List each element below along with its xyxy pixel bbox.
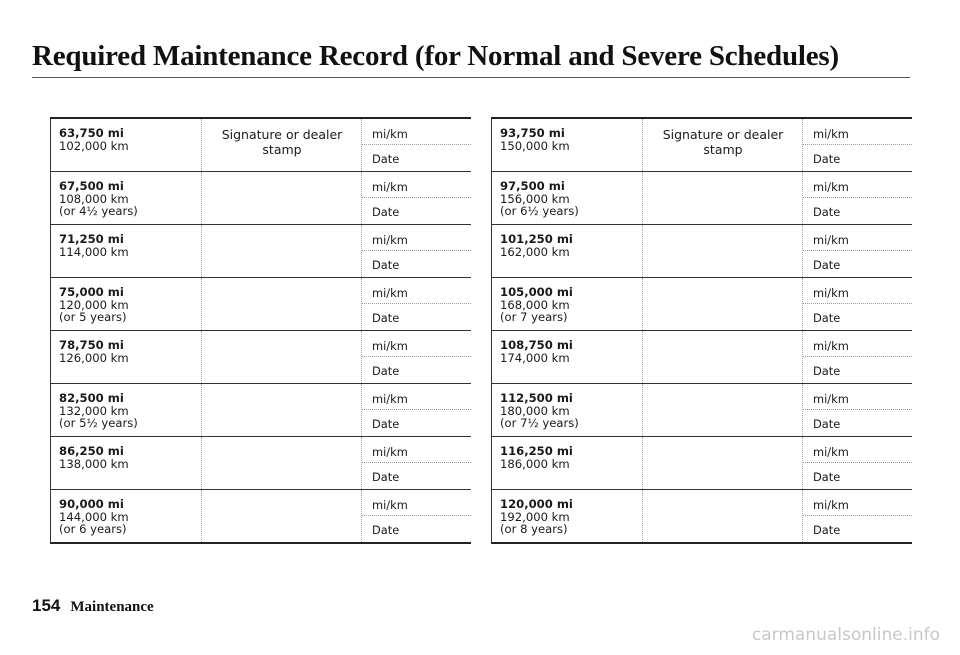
signature-cell[interactable] bbox=[642, 119, 803, 171]
interval-years: (or 6 years) bbox=[59, 522, 127, 536]
signature-cell[interactable] bbox=[201, 278, 362, 330]
entry-cell bbox=[361, 119, 471, 171]
mileage-label: mi/km bbox=[372, 180, 408, 194]
interval-miles: 101,250 mi bbox=[500, 232, 573, 246]
interval-cell bbox=[59, 180, 197, 218]
interval-years: (or 8 years) bbox=[500, 522, 568, 536]
record-row bbox=[51, 119, 471, 172]
signature-cell[interactable] bbox=[642, 172, 803, 224]
interval-kilometers: 192,000 km bbox=[500, 509, 570, 524]
mileage-entry-field[interactable] bbox=[362, 278, 471, 304]
date-label: Date bbox=[813, 470, 841, 484]
left-record-table bbox=[50, 117, 471, 544]
entry-cell bbox=[361, 278, 471, 330]
mileage-entry-field[interactable] bbox=[803, 278, 912, 304]
record-row bbox=[51, 437, 471, 490]
interval-cell bbox=[500, 445, 638, 470]
interval-kilometers: 144,000 km bbox=[59, 509, 129, 524]
entry-cell bbox=[361, 225, 471, 277]
entry-cell bbox=[361, 490, 471, 542]
mileage-label: mi/km bbox=[372, 286, 408, 300]
interval-miles: 105,000 mi bbox=[500, 285, 573, 299]
interval-cell bbox=[500, 180, 638, 218]
record-row bbox=[51, 384, 471, 437]
interval-kilometers: 186,000 km bbox=[500, 456, 570, 471]
date-entry-field[interactable] bbox=[362, 197, 471, 224]
date-entry-field[interactable] bbox=[362, 515, 471, 542]
interval-cell bbox=[500, 286, 638, 324]
date-label: Date bbox=[372, 470, 400, 484]
signature-cell[interactable] bbox=[201, 490, 362, 542]
signature-cell[interactable] bbox=[201, 384, 362, 436]
interval-miles: 116,250 mi bbox=[500, 444, 573, 458]
record-row bbox=[492, 119, 912, 172]
interval-cell bbox=[500, 233, 638, 258]
signature-cell[interactable] bbox=[642, 437, 803, 489]
mileage-label: mi/km bbox=[813, 339, 849, 353]
interval-years: (or 5 years) bbox=[59, 310, 127, 324]
interval-miles: 120,000 mi bbox=[500, 497, 573, 511]
interval-cell bbox=[59, 286, 197, 324]
entry-cell bbox=[802, 490, 912, 542]
interval-miles: 71,250 mi bbox=[59, 232, 124, 246]
mileage-entry-field[interactable] bbox=[803, 384, 912, 410]
date-label: Date bbox=[813, 523, 841, 537]
entry-cell bbox=[802, 172, 912, 224]
interval-miles: 78,750 mi bbox=[59, 338, 124, 352]
signature-cell[interactable] bbox=[201, 119, 362, 171]
mileage-label: mi/km bbox=[372, 445, 408, 459]
mileage-entry-field[interactable] bbox=[362, 384, 471, 410]
mileage-label: mi/km bbox=[813, 127, 849, 141]
signature-header: Signature or dealer stamp bbox=[221, 127, 343, 157]
interval-cell bbox=[59, 392, 197, 430]
mileage-entry-field[interactable] bbox=[803, 119, 912, 145]
interval-years: (or 7½ years) bbox=[500, 416, 579, 430]
record-row bbox=[492, 225, 912, 278]
record-row bbox=[492, 490, 912, 542]
mileage-entry-field[interactable] bbox=[362, 490, 471, 516]
interval-kilometers: 168,000 km bbox=[500, 297, 570, 312]
record-row bbox=[51, 225, 471, 278]
interval-kilometers: 150,000 km bbox=[500, 138, 570, 153]
record-row bbox=[492, 331, 912, 384]
signature-cell[interactable] bbox=[201, 437, 362, 489]
mileage-label: mi/km bbox=[813, 392, 849, 406]
record-row bbox=[51, 172, 471, 225]
interval-kilometers: 126,000 km bbox=[59, 350, 129, 365]
signature-cell[interactable] bbox=[642, 278, 803, 330]
mileage-entry-field[interactable] bbox=[803, 172, 912, 198]
signature-cell[interactable] bbox=[201, 172, 362, 224]
interval-miles: 86,250 mi bbox=[59, 444, 124, 458]
interval-cell bbox=[59, 498, 197, 536]
mileage-entry-field[interactable] bbox=[362, 172, 471, 198]
signature-cell[interactable] bbox=[201, 225, 362, 277]
signature-header: Signature or dealer stamp bbox=[662, 127, 784, 157]
entry-cell bbox=[361, 437, 471, 489]
date-label: Date bbox=[813, 205, 841, 219]
record-row bbox=[492, 278, 912, 331]
date-label: Date bbox=[372, 258, 400, 272]
entry-cell bbox=[361, 384, 471, 436]
date-label: Date bbox=[813, 417, 841, 431]
date-entry-field[interactable] bbox=[803, 197, 912, 224]
mileage-entry-field[interactable] bbox=[362, 437, 471, 463]
interval-kilometers: 102,000 km bbox=[59, 138, 129, 153]
date-entry-field[interactable] bbox=[362, 144, 471, 171]
interval-miles: 90,000 mi bbox=[59, 497, 124, 511]
interval-cell bbox=[59, 127, 197, 152]
signature-cell[interactable] bbox=[642, 490, 803, 542]
mileage-label: mi/km bbox=[813, 286, 849, 300]
mileage-entry-field[interactable] bbox=[362, 225, 471, 251]
mileage-label: mi/km bbox=[813, 180, 849, 194]
interval-miles: 82,500 mi bbox=[59, 391, 124, 405]
interval-miles: 67,500 mi bbox=[59, 179, 124, 193]
mileage-entry-field[interactable] bbox=[362, 119, 471, 145]
date-entry-field[interactable] bbox=[803, 250, 912, 277]
entry-cell bbox=[802, 384, 912, 436]
mileage-entry-field[interactable] bbox=[362, 331, 471, 357]
interval-kilometers: 138,000 km bbox=[59, 456, 129, 471]
mileage-label: mi/km bbox=[813, 498, 849, 512]
date-entry-field[interactable] bbox=[362, 409, 471, 436]
entry-cell bbox=[802, 278, 912, 330]
interval-cell bbox=[59, 233, 197, 258]
date-label: Date bbox=[372, 364, 400, 378]
signature-cell[interactable] bbox=[642, 331, 803, 383]
date-label: Date bbox=[372, 417, 400, 431]
mileage-entry-field[interactable] bbox=[803, 490, 912, 516]
interval-years: (or 7 years) bbox=[500, 310, 568, 324]
mileage-label: mi/km bbox=[372, 233, 408, 247]
date-label: Date bbox=[372, 152, 400, 166]
mileage-label: mi/km bbox=[813, 233, 849, 247]
interval-cell bbox=[500, 498, 638, 536]
interval-kilometers: 180,000 km bbox=[500, 403, 570, 418]
signature-cell[interactable] bbox=[201, 331, 362, 383]
date-label: Date bbox=[372, 311, 400, 325]
interval-miles: 112,500 mi bbox=[500, 391, 573, 405]
interval-cell bbox=[59, 445, 197, 470]
interval-miles: 93,750 mi bbox=[500, 126, 565, 140]
entry-cell bbox=[361, 331, 471, 383]
date-label: Date bbox=[813, 311, 841, 325]
interval-years: (or 4½ years) bbox=[59, 204, 138, 218]
date-entry-field[interactable] bbox=[362, 250, 471, 277]
mileage-label: mi/km bbox=[372, 339, 408, 353]
interval-kilometers: 120,000 km bbox=[59, 297, 129, 312]
entry-cell bbox=[802, 331, 912, 383]
interval-kilometers: 162,000 km bbox=[500, 244, 570, 259]
right-record-table bbox=[491, 117, 912, 544]
record-row bbox=[51, 331, 471, 384]
date-entry-field[interactable] bbox=[803, 144, 912, 171]
entry-cell bbox=[802, 225, 912, 277]
interval-cell bbox=[59, 339, 197, 364]
interval-miles: 108,750 mi bbox=[500, 338, 573, 352]
record-row bbox=[51, 278, 471, 331]
page-footer bbox=[32, 596, 154, 616]
watermark-text: carmanualsonline.info bbox=[751, 625, 940, 645]
record-row bbox=[492, 437, 912, 490]
record-row bbox=[492, 172, 912, 225]
interval-kilometers: 108,000 km bbox=[59, 191, 129, 206]
date-entry-field[interactable] bbox=[803, 356, 912, 383]
mileage-label: mi/km bbox=[372, 392, 408, 406]
mileage-entry-field[interactable] bbox=[803, 331, 912, 357]
signature-cell[interactable] bbox=[642, 225, 803, 277]
interval-kilometers: 156,000 km bbox=[500, 191, 570, 206]
interval-years: (or 6½ years) bbox=[500, 204, 579, 218]
record-row bbox=[492, 384, 912, 437]
interval-cell bbox=[500, 339, 638, 364]
mileage-entry-field[interactable] bbox=[803, 225, 912, 251]
date-label: Date bbox=[372, 205, 400, 219]
title-divider bbox=[32, 77, 910, 78]
page-number: 154 bbox=[32, 596, 61, 615]
interval-cell bbox=[500, 392, 638, 430]
interval-miles: 97,500 mi bbox=[500, 179, 565, 193]
section-name: Maintenance bbox=[70, 599, 154, 615]
date-entry-field[interactable] bbox=[803, 462, 912, 489]
mileage-label: mi/km bbox=[372, 127, 408, 141]
date-entry-field[interactable] bbox=[803, 409, 912, 436]
interval-years: (or 5½ years) bbox=[59, 416, 138, 430]
date-label: Date bbox=[813, 152, 841, 166]
date-entry-field[interactable] bbox=[362, 462, 471, 489]
date-entry-field[interactable] bbox=[362, 303, 471, 330]
date-entry-field[interactable] bbox=[362, 356, 471, 383]
mileage-label: mi/km bbox=[813, 445, 849, 459]
interval-miles: 75,000 mi bbox=[59, 285, 124, 299]
date-entry-field[interactable] bbox=[803, 303, 912, 330]
page-title: Required Maintenance Record (for Normal and Severe Schedules) bbox=[32, 40, 839, 72]
record-row bbox=[51, 490, 471, 542]
interval-kilometers: 114,000 km bbox=[59, 244, 129, 259]
date-label: Date bbox=[813, 364, 841, 378]
mileage-label: mi/km bbox=[372, 498, 408, 512]
date-label: Date bbox=[813, 258, 841, 272]
date-entry-field[interactable] bbox=[803, 515, 912, 542]
mileage-entry-field[interactable] bbox=[803, 437, 912, 463]
interval-kilometers: 174,000 km bbox=[500, 350, 570, 365]
entry-cell bbox=[802, 119, 912, 171]
entry-cell bbox=[361, 172, 471, 224]
date-label: Date bbox=[372, 523, 400, 537]
interval-miles: 63,750 mi bbox=[59, 126, 124, 140]
interval-kilometers: 132,000 km bbox=[59, 403, 129, 418]
interval-cell bbox=[500, 127, 638, 152]
entry-cell bbox=[802, 437, 912, 489]
signature-cell[interactable] bbox=[642, 384, 803, 436]
